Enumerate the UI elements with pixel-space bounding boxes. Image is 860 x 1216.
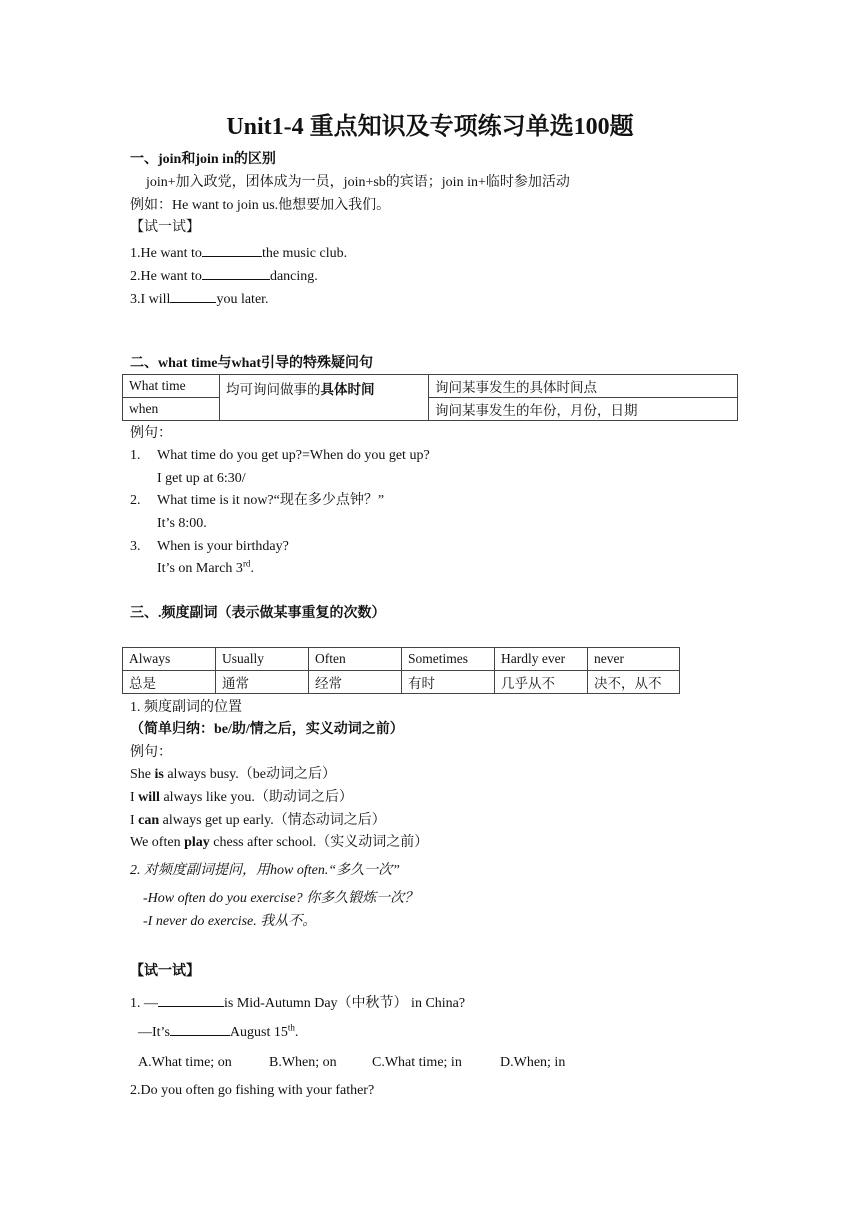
dialog-line: -I never do exercise. 我从不。 <box>143 914 317 929</box>
examples-label: 例句： <box>130 745 172 760</box>
table-cell-merged: 均可询问做事的具体时间 <box>220 375 429 421</box>
table-cell: Usually <box>216 648 309 671</box>
table-cell: Often <box>309 648 402 671</box>
table-cell: Hardly ever <box>495 648 588 671</box>
example-answer: I get up at 6:30/ <box>157 471 246 486</box>
section-1-heading: 一、join和join in的区别 <box>130 152 276 167</box>
example-number: 3. <box>130 539 141 554</box>
table-cell: 经常 <box>309 671 402 694</box>
table-cell: 几乎从不 <box>495 671 588 694</box>
frequency-adverb-table <box>122 647 680 694</box>
exercise-line: 3.I will you later. <box>130 289 269 309</box>
position-title: 1. 频度副词的位置 <box>130 700 242 715</box>
table-cell: 通常 <box>216 671 309 694</box>
examples-label: 例句： <box>130 426 172 441</box>
table-cell: 询问某事发生的年份，月份，日期 <box>429 398 738 421</box>
exercise-line: 2.He want to dancing. <box>130 266 318 286</box>
option-c[interactable]: C.What time; in <box>372 1055 462 1070</box>
answer-blank[interactable] <box>170 1022 230 1036</box>
example-question: What time is it now?“现在多少点钟？” <box>157 493 385 508</box>
page-title: Unit1-4 重点知识及专项练习单选100题 <box>226 114 634 140</box>
answer-blank[interactable] <box>170 289 216 303</box>
section-2-heading: 二、what time与what引导的特殊疑问句 <box>130 356 374 371</box>
try-it-label: 【试一试】 <box>130 220 200 235</box>
example-sentence: I can always get up early.（情态动词之后） <box>130 813 386 828</box>
table-cell: 总是 <box>123 671 216 694</box>
example-sentence: We often play chess after school.（实义动词之前） <box>130 835 429 850</box>
table-cell: never <box>588 648 680 671</box>
table-cell: Always <box>123 648 216 671</box>
answer-blank[interactable] <box>158 993 224 1007</box>
option-a[interactable]: A.What time; on <box>138 1055 232 1070</box>
table-cell: 有时 <box>402 671 495 694</box>
example-answer: It’s on March 3rd. <box>157 558 254 576</box>
table-cell: when <box>123 398 220 421</box>
section-1-example: 例如：He want to join us.他想要加入我们。 <box>130 198 391 213</box>
table-cell: 决不，从不 <box>588 671 680 694</box>
example-question: What time do you get up?=When do you get up? <box>157 448 430 463</box>
question-2: 2.Do you often go fishing with your father? <box>130 1083 375 1098</box>
option-d[interactable]: D.When; in <box>500 1055 566 1070</box>
how-often-item: 2. 对频度副词提问，用how often.“多久一次” <box>130 863 400 878</box>
section-3-heading: 三、.频度副词（表示做某事重复的次数） <box>130 606 386 621</box>
dialog-line: -How often do you exercise? 你多久锻炼一次？ <box>143 891 419 906</box>
question-1: 1. — is Mid-Autumn Day（中秋节） in China? <box>130 993 465 1013</box>
section-1-explanation: join+加入政党，团体成为一员，join+sb的宾语；join in+临时参加活动 <box>146 175 570 190</box>
what-time-when-table <box>122 374 738 421</box>
answer-blank[interactable] <box>202 243 262 257</box>
rule-summary: （简单归纳：be/助/情之后，实义动词之前） <box>130 722 404 737</box>
example-number: 1. <box>130 448 141 463</box>
try-it-label: 【试一试】 <box>130 964 200 979</box>
example-sentence: I will always like you.（助动词之后） <box>130 790 353 805</box>
example-number: 2. <box>130 493 141 508</box>
table-cell: What time <box>123 375 220 398</box>
example-question: When is your birthday? <box>157 539 289 554</box>
example-sentence: She is always busy.（be动词之后） <box>130 767 336 782</box>
table-cell: 询问某事发生的具体时间点 <box>429 375 738 398</box>
option-b[interactable]: B.When; on <box>269 1055 337 1070</box>
answer-blank[interactable] <box>202 266 270 280</box>
example-answer: It’s 8:00. <box>157 516 207 531</box>
table-cell: Sometimes <box>402 648 495 671</box>
question-1-answer: —It’s August 15th. <box>138 1022 299 1040</box>
exercise-line: 1.He want to the music club. <box>130 243 347 263</box>
